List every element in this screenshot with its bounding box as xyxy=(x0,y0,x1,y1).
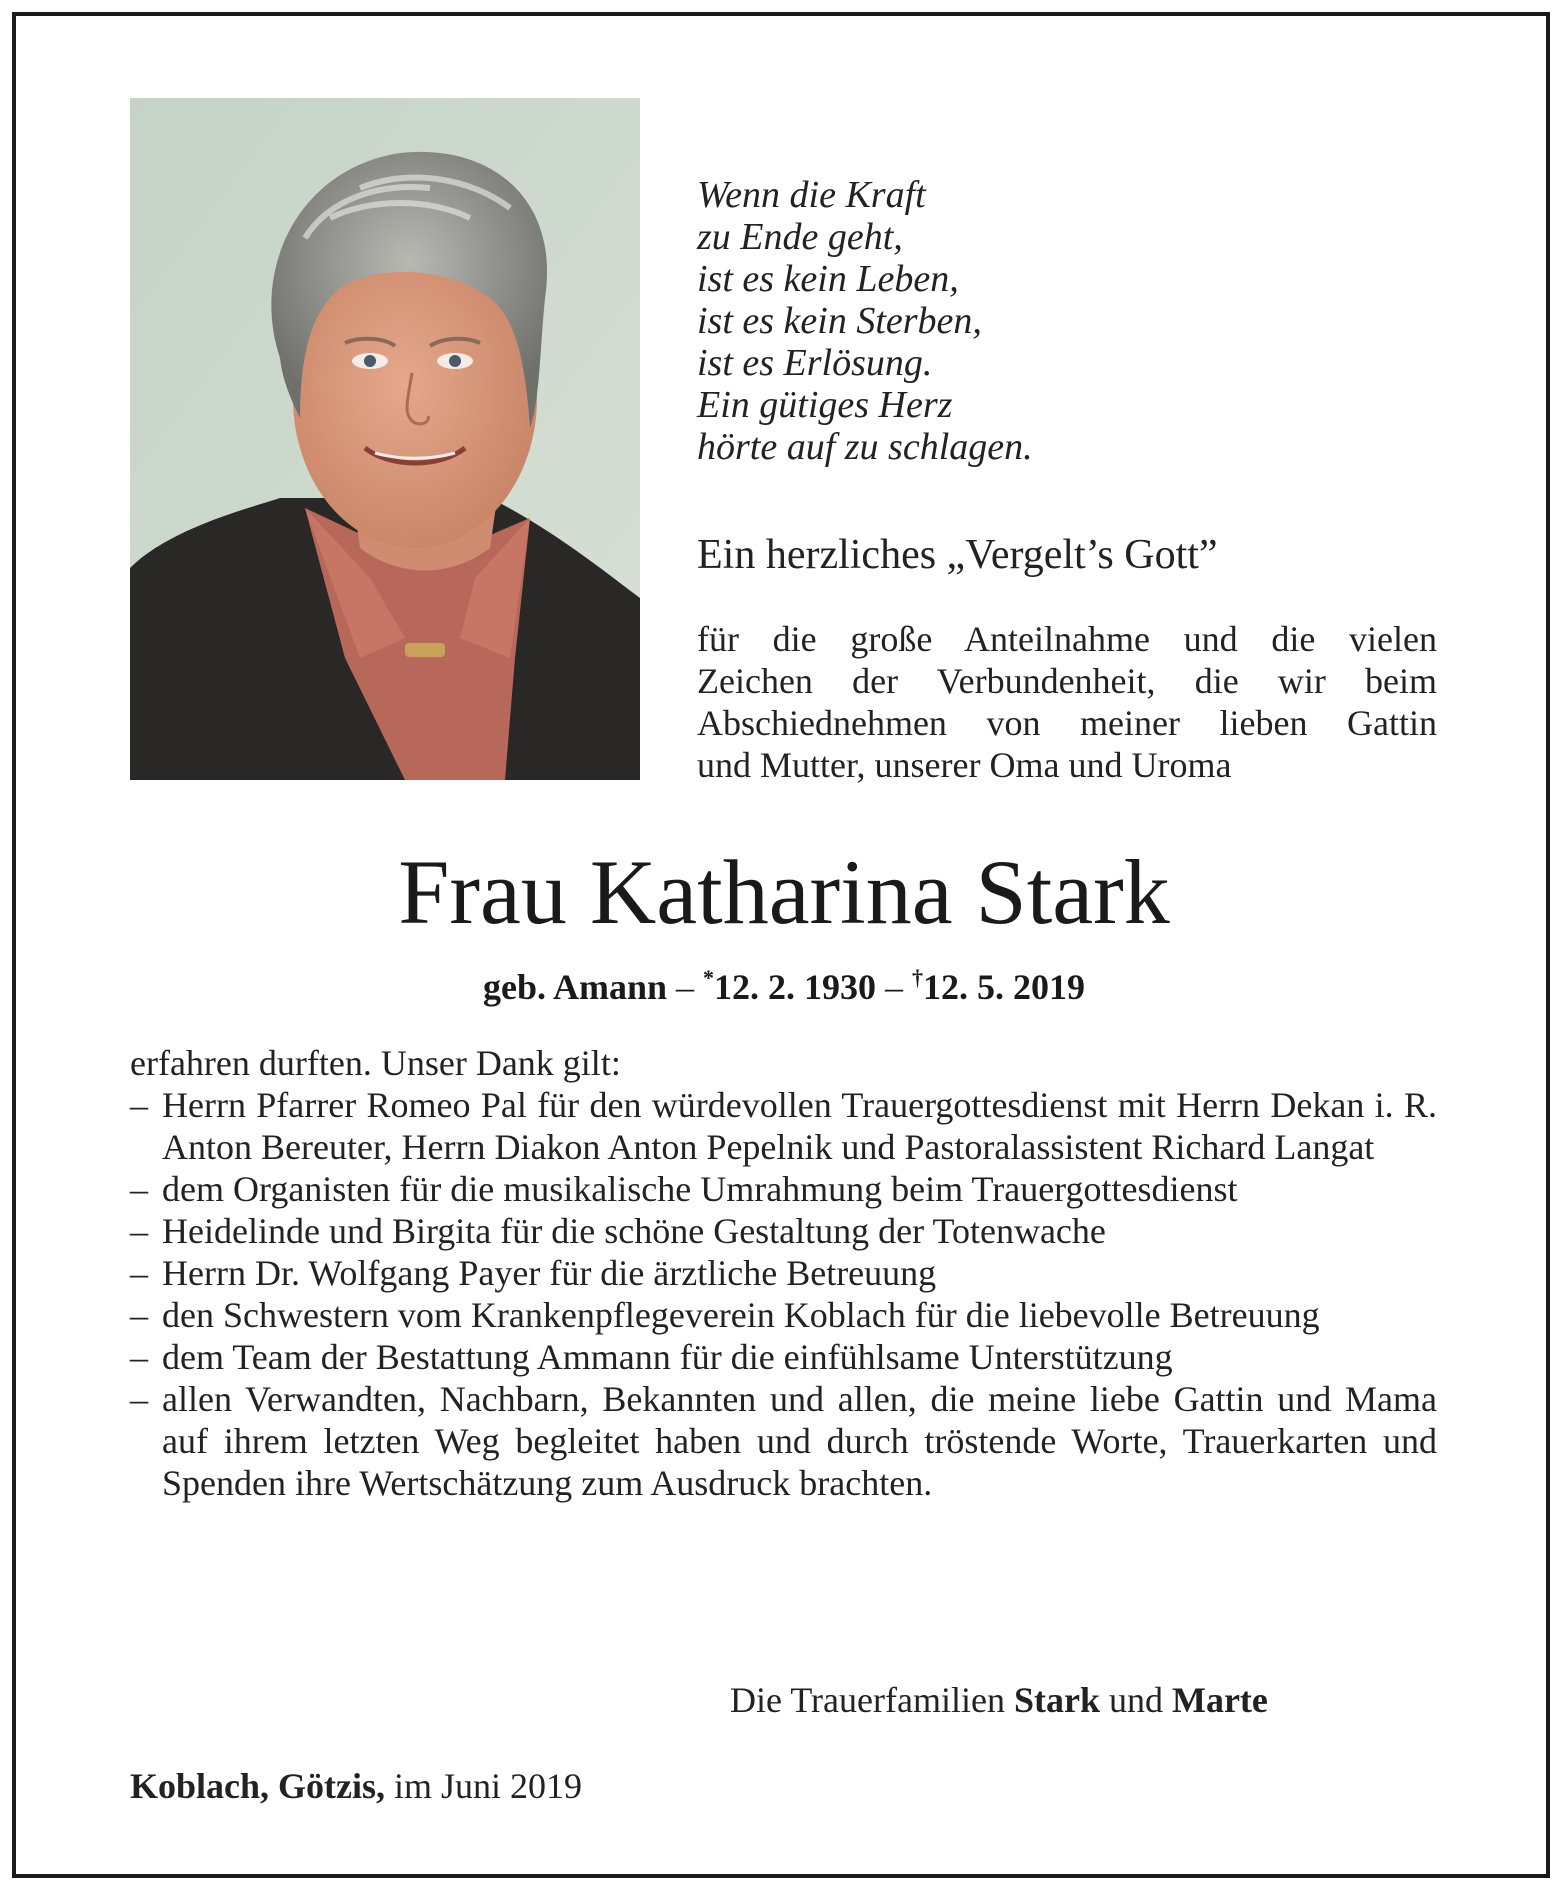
poem-line: ist es kein Sterben, xyxy=(697,300,982,342)
list-item-text: Herrn Pfarrer Romeo Pal für den würdevollen Trauergottesdienst mit Herrn Dekan i. R. Anton Bereuter, Herrn Diakon Anton Pepelnik und Pastoralassistent Richard Langat xyxy=(162,1085,1437,1167)
list-item xyxy=(130,1294,1437,1336)
acknowledgements xyxy=(130,1042,1437,1504)
poem-line: ist es Erlösung. xyxy=(697,342,933,384)
poem xyxy=(697,174,1397,468)
place-towns: Koblach, Götzis, xyxy=(130,1766,386,1806)
dash: – xyxy=(130,1169,148,1209)
list-item-text: Herrn Dr. Wolfgang Payer für die ärztliche Betreuung xyxy=(162,1253,937,1293)
thanks-intro-line: und Mutter, unserer Oma und Uroma xyxy=(697,745,1232,785)
dash: – xyxy=(130,1379,148,1419)
list-item xyxy=(130,1378,1437,1504)
thanks-intro-line: Zeichen der Verbundenheit, die wir beim xyxy=(697,661,1437,701)
list-item xyxy=(130,1210,1437,1252)
list-item-text: allen Verwandten, Nachbarn, Bekannten und allen, die meine liebe Gattin und Mama auf ihrem letzten Weg begleitet haben und durch tröstende Worte, Trauerkarten und Spenden ihre Wertschätzung zum Ausdruck brachten. xyxy=(162,1379,1437,1503)
list-item xyxy=(130,1336,1437,1378)
dash: – xyxy=(130,1085,148,1125)
poem-line: Ein gütiges Herz xyxy=(697,384,953,426)
birth-symbol: * xyxy=(703,965,715,990)
list-item-text: dem Team der Bestattung Ammann für die einfühlsame Unterstützung xyxy=(162,1337,1173,1377)
life-dates xyxy=(0,956,1568,1009)
family-name-marte: Marte xyxy=(1171,1680,1268,1720)
separator: – xyxy=(676,967,695,1007)
poem-line: ist es kein Leben, xyxy=(697,258,959,300)
death-date: 12. 5. 2019 xyxy=(923,967,1086,1007)
dash: – xyxy=(130,1337,148,1377)
poem-line: Wenn die Kraft xyxy=(697,174,926,216)
thanks-intro xyxy=(697,618,1437,786)
list-item xyxy=(130,1084,1437,1168)
place-and-date xyxy=(130,1764,930,1808)
poem-line: hörte auf zu schlagen. xyxy=(697,426,1033,468)
birth-date: 12. 2. 1930 xyxy=(714,967,877,1007)
acknowledgements-intro: erfahren durften. Unser Dank gilt: xyxy=(130,1043,621,1083)
list-item-text: den Schwestern vom Krankenpflegeverein Koblach für die liebevolle Betreuung xyxy=(162,1295,1320,1335)
family-name-stark: Stark xyxy=(1013,1680,1100,1720)
list-item xyxy=(130,1168,1437,1210)
signature-conjunction: und xyxy=(1108,1680,1163,1720)
signature xyxy=(730,1678,1430,1722)
dash: – xyxy=(130,1253,148,1293)
deceased-name: Frau Katharina Stark xyxy=(398,841,1170,943)
thanks-intro-line: für die große Anteilnahme und die vielen xyxy=(697,619,1437,659)
portrait-illustration xyxy=(130,98,640,780)
acknowledgement-list xyxy=(130,1084,1437,1504)
list-item-text: dem Organisten für die musikalische Umrahmung beim Trauergottesdienst xyxy=(162,1169,1238,1209)
list-item-text: Heidelinde und Birgita für die schöne Gestaltung der Totenwache xyxy=(162,1211,1106,1251)
dash: – xyxy=(130,1295,148,1335)
portrait-photo xyxy=(130,98,640,780)
dash: – xyxy=(130,1211,148,1251)
poem-line: zu Ende geht, xyxy=(697,216,903,258)
place-date: im Juni 2019 xyxy=(394,1766,583,1806)
thanks-heading: Ein herzliches „Vergelt’s Gott” xyxy=(697,532,1218,578)
separator: – xyxy=(885,967,904,1007)
list-item xyxy=(130,1252,1437,1294)
death-symbol: † xyxy=(912,965,924,990)
signature-prefix: Die Trauerfamilien xyxy=(730,1680,1005,1720)
thanks-intro-line: Abschiednehmen von meiner lieben Gattin xyxy=(697,703,1437,743)
maiden-name: geb. Amann xyxy=(482,967,668,1007)
